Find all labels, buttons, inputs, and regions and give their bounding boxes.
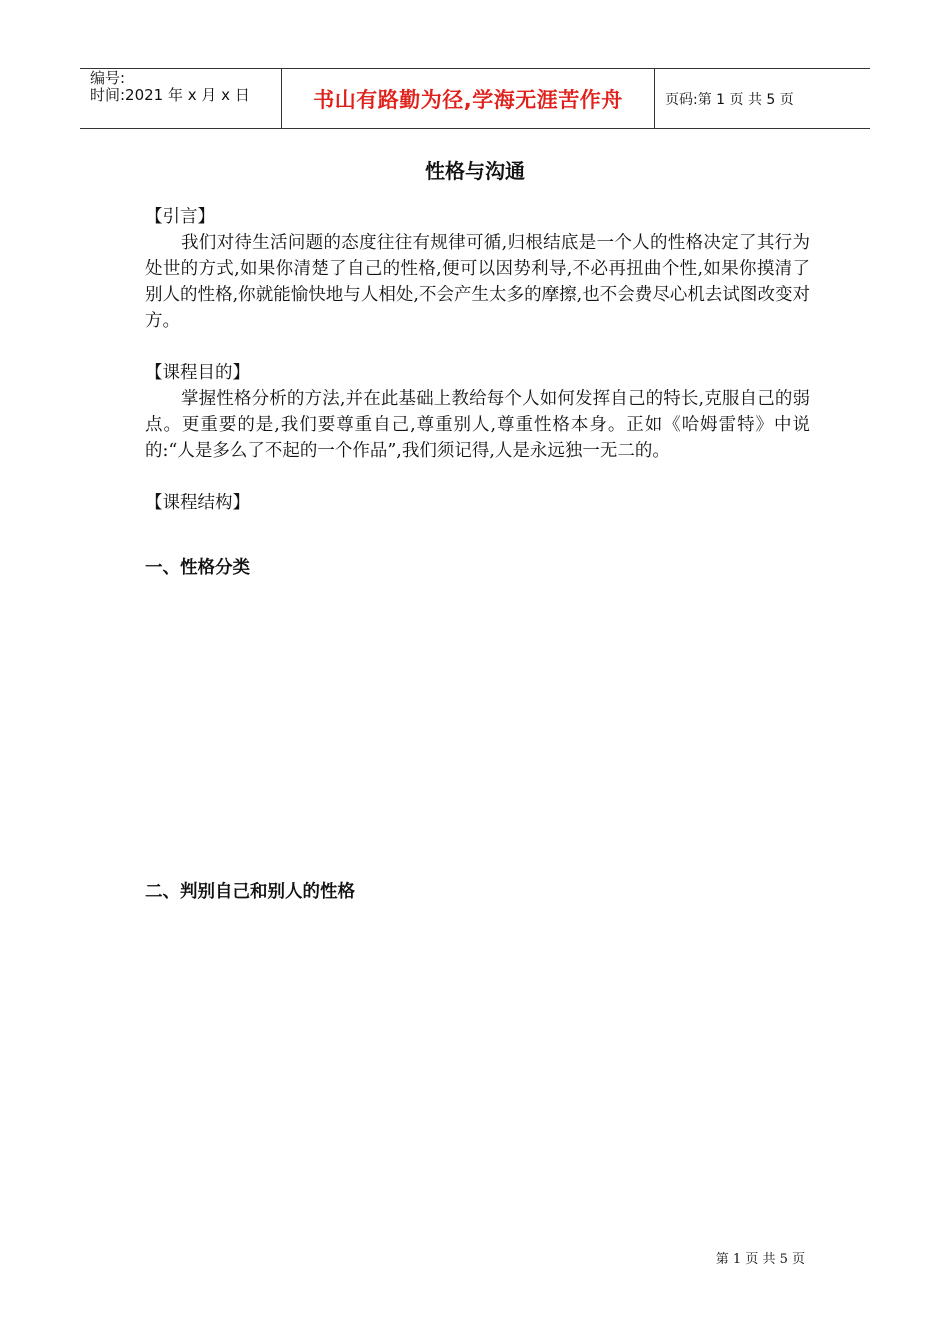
header-page-info: 页码:第 1 页 共 5 页 (665, 91, 794, 108)
structure-label: 【课程结构】 (145, 493, 250, 513)
header-time-label: 时间:2021 年 x 月 x 日 (90, 86, 250, 104)
header-page-cell (655, 69, 870, 128)
header-number-label: 编号: (90, 69, 126, 87)
header-motto: 书山有路勤为径,学海无涯苦作舟 (313, 87, 623, 112)
intro-label: 【引言】 (145, 207, 215, 227)
intro-paragraph: 我们对待生活问题的态度往往有规律可循,归根结底是一个人的性格决定了其行为处世的方式,如果你清楚了自己的性格,便可以因势利导,不必再扭曲个性,如果你摸清了别人的性格,你就能愉快地与人相处,不会产生太多的摩擦,也不会费尽心机去试图改变对方。 (145, 233, 810, 331)
page-footer: 第 1 页 共 5 页 (715, 1252, 805, 1267)
header-motto-cell (282, 69, 655, 128)
document-header (80, 68, 870, 129)
objective-paragraph: 掌握性格分析的方法,并在此基础上教给每个人如何发挥自己的特长,克服自己的弱点。更重要的是,我们要尊重自己,尊重别人,尊重性格本身。正如《哈姆雷特》中说的:“人是多么了不起的一个作品”,我们须记得,人是永远独一无二的。 (145, 389, 810, 461)
document-body (145, 204, 810, 516)
section-heading-1: 一、性格分类 (145, 558, 250, 578)
objective-label: 【课程目的】 (145, 363, 250, 383)
header-meta (80, 69, 282, 128)
document-title: 性格与沟通 (425, 159, 525, 183)
section-heading-2: 二、判别自己和别人的性格 (145, 882, 355, 902)
